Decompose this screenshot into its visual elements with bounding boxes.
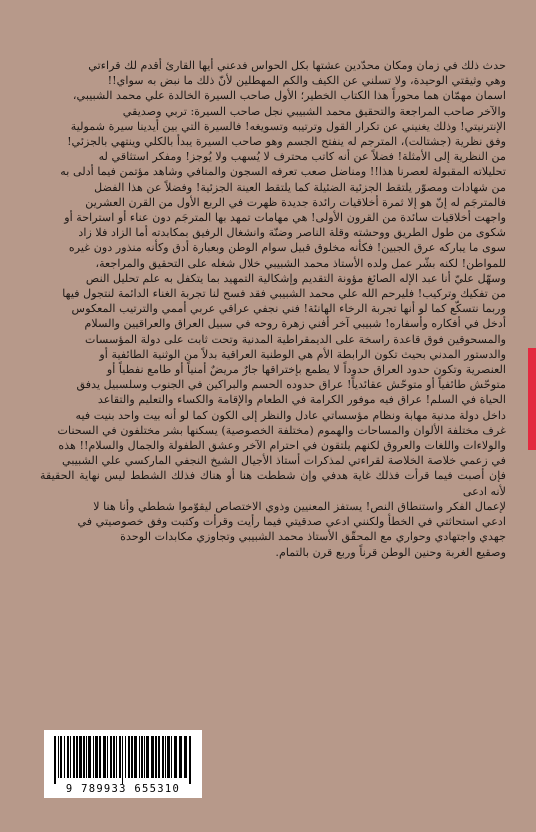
body-text-line: داخل دولة مدنية مهابة ونظام مؤسساتي عادل والنظر إلى الكون كما لو أنه بيت واحد بنيت فيه	[75, 408, 506, 422]
body-text-line: الحياة في السلم! عراق فيه موفور الكرامة في الطعام والإقامة والكساء والتعليم والتقاعد	[97, 393, 506, 407]
body-text-line: متوحّش طائفياً أو متوحّش عقائدياً! عراق حدوده الحسم والبراكين في الجنوب وسلسبيل يدفق	[76, 378, 506, 392]
body-text-line: وهي وثيقتي الوحيدة، ولا تسلني عن الكيف والكم المهطلين لأنّ ذلك ما نبض به سواي!!	[107, 74, 506, 88]
body-text-line: وفق نظرية (جشتالت)، المترجم له ينفتح الجسم وهو صاحب السيرة يبدأ بالكلي وينتهي بالجزئي!	[67, 135, 506, 149]
barcode-bar	[88, 736, 91, 778]
barcode-bar	[107, 736, 108, 778]
barcode-bar	[174, 736, 177, 778]
barcode-bar	[146, 736, 149, 778]
body-text-line: من شهادات ومصوّر يلتقط الجزئية الضئيلة كما يلتقط العينة الجزئية! وفضلاً عن هذا الفضل	[94, 180, 506, 194]
body-text-line: واجهت أخلاقيات سائدة من القرون الأولى! هي مهامات تمهد بها المترجَم دون عناء أو استراحة أو	[64, 211, 506, 225]
body-text-line: ادعي استحاثتي في الخطأ ولكنني ادعي صدقيتي فيما رأيت وقرأت وكتبت وفق خصوصيتي في	[77, 515, 506, 529]
barcode-bar	[144, 736, 145, 778]
body-text-line: العنصرية وتكون حدود العراق حدوداً لا يطمع بإختراقها جارٌ مريضٌ أمنياً أو طامع نفطياً أو	[106, 363, 506, 377]
body-text-line: تحليلاته المقبولة لعصرنا هذا!! ومناضل صعب تعرفه السجون والمنافي وشاهد مؤتمن فيما أدلى به	[60, 165, 506, 179]
red-edge-tab	[528, 348, 536, 450]
barcode-bar	[54, 736, 56, 784]
body-text-line: من النظرية إلى الأمثلة! فضلاً عن أنه كاتب محترف لا يُسهب ولا يُوجز! ومفكر استثاقي له	[98, 150, 506, 164]
barcode-bar	[58, 736, 59, 778]
barcode-bar	[162, 736, 164, 778]
barcode-bar	[158, 736, 160, 778]
barcode-bar	[134, 736, 137, 778]
barcode-bar	[189, 736, 191, 784]
body-text-line: فالمترجَم له إنّ هو إلا ثمرة أخلاقيات رائدة جديدة ظهرت في الربع الأول من القرن العشرين	[85, 195, 506, 209]
body-text-line: أدخل في أفكاره وأسفاره! شبيبي آخر أفني زهرة روحه في سبيل العراق والعراقيين والسلام	[84, 317, 506, 331]
barcode-bar	[131, 736, 133, 778]
barcode-bar	[184, 736, 187, 778]
body-text-line: لإعمال الفكر واستنطاق النص! يستفز المعنيين وذوي الاختصاص ليقوّموا شططي وأنا هنا لا	[93, 499, 506, 513]
barcode-bar	[67, 736, 69, 778]
barcode-bar	[93, 736, 94, 778]
body-text-line: شكوى من طول الطريق ووحشته وقلة الناصر وضنّة وانشغال الرفيق بمكابدته أما الزاد فلا زاد	[78, 226, 506, 240]
barcode-bar	[95, 736, 98, 778]
barcode-bar	[64, 736, 65, 778]
barcode-bar	[141, 736, 143, 778]
barcode-bar	[165, 736, 166, 778]
body-text-line: والمسحوقين فوق قاعدة راسخة على الديمقراطية المدنية وتحت ثابت على دولة المؤسسات	[85, 332, 506, 346]
isbn-number: 9 789933 655310	[65, 783, 181, 795]
barcode-bar	[70, 736, 71, 778]
body-text-line: حدث ذلك في زمان ومكان محدّدين عشتها بكل الحواس فدعني أيها القارئ أقدم لك قراءتي	[88, 59, 506, 72]
body-text-line: للمواطن! لكنه بشّر عمل ولده الأستاذ محمد الشبيبي خلال شغله على التحقيق والمراجعة،	[95, 256, 506, 270]
barcode-bar	[83, 736, 85, 778]
barcode-bar	[151, 736, 154, 778]
barcode-bar	[79, 736, 82, 778]
barcode-bar	[103, 736, 106, 778]
barcode-bar	[99, 736, 101, 778]
body-text-line: وسهّل عليّ أنا عبد الإله الصائغ مؤونة التقديم وإشكالية التمهيد بما يتكفل به علم تحليل النص	[85, 271, 506, 285]
body-text-line: من تفكيك وتركيب! فليرحم الله علي محمد الشبيبي فقد فسح لنا تجربة الغناء الدائمة لنتجول فيها	[62, 287, 506, 301]
barcode-bar	[73, 736, 75, 778]
barcode-bar	[122, 736, 123, 784]
back-cover-text	[40, 58, 506, 656]
barcode-bar	[76, 736, 78, 778]
body-text-line: غرف مختلفة الألوان والمساحات والهموم (مختلفة الخصوصية) يسكنها بشر مختلفون في السحنات	[57, 423, 506, 437]
barcode-bar	[86, 736, 87, 778]
barcode-bar	[113, 736, 115, 778]
body-text-line: والآخر صاحب المراجعة والتحقيق محمد الشبيبي نجل صاحب السيرة: تربي وصديقي	[122, 104, 506, 118]
body-text-line: في زعمي خلاصة الخلاصة لقراءتي لمذكرات أستاذ الأجيال الشيخ النجفي الماركسي علي الشبيبي	[62, 454, 506, 468]
barcode-bar	[167, 736, 170, 778]
body-text-line: الإنترنيتي! وذلك يغنيني عن تكرار القول وترتيبه وتسويغه! فالسيرة التي بين أيدينا سيرة شمولية	[70, 119, 506, 133]
barcode-bar	[171, 736, 172, 778]
body-text-line: والولاءات واللغات والعروق لكنهم يلتقون في احترام الآخر وعشق الطفولة والجمال والسلام!! هذه	[58, 439, 506, 453]
barcode-bar	[116, 736, 117, 778]
body-text-line: وربما نتسكّع كما لو أنها تجربة الرخاء الهانئة! فني نجفي عراقي عربي أممي والترتيب المعكوس	[71, 302, 506, 316]
barcode-bar	[110, 736, 112, 778]
body-text-line: فإن أصبت فيما قرأت فذلك غاية هدفي وإن شططت هنا أو هناك فذلك الشطط ليس نهاية الحقيقة لأنه ادعى	[40, 469, 506, 498]
body-text-line: جهدي واجتهادي وحواري مع المحقّق الأستاذ محمد الشبيبي وتجاوزي مكابدات الوحدة	[120, 530, 506, 544]
isbn-barcode	[44, 730, 202, 798]
body-text-line: اسمان مهمّان هما محوراً هذا الكتاب الخطير؛ الأول صاحب السيرة الخالدة علي محمد الشبيبي،	[72, 89, 506, 103]
body-text-line: والدستور المدني بحيث تكون الرابطة الأم هي الوطنية العراقية بدلاً من الوثنية الطائفية أو	[99, 347, 506, 361]
body-text-line: وصقيع الغربة وحنين الوطن قرناً وربع قرن بالتمام.	[275, 545, 506, 559]
barcode-bar	[179, 736, 182, 778]
barcode-bar	[60, 736, 62, 778]
barcode-bars	[52, 736, 194, 784]
barcode-bar	[125, 736, 126, 778]
body-text-line: سوى ما يباركه عرق الجبين! فكأنه مخلوق قبيل سوام الوطن وبعبارة أدق وكأنه منذور دون غيره	[68, 241, 506, 255]
barcode-bar	[119, 736, 121, 778]
barcode-bar	[139, 736, 140, 778]
barcode-bar	[155, 736, 157, 778]
barcode-bar	[128, 736, 130, 778]
